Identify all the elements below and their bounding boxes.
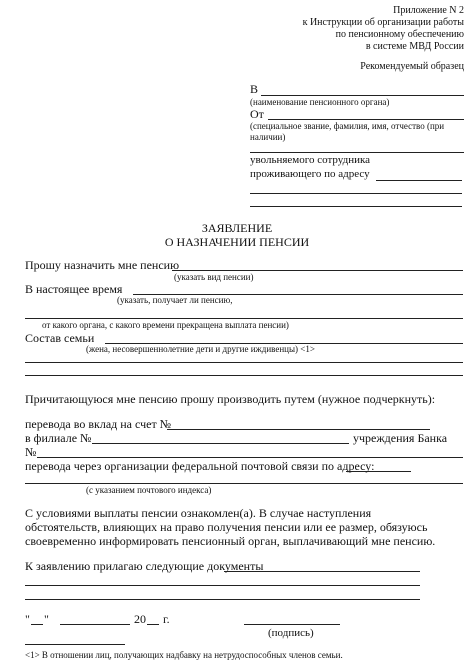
footnote-divider [25, 644, 125, 645]
attachments-label: К заявлению прилагаю следующие документы [25, 559, 264, 573]
current-status-field-line-2[interactable] [25, 318, 463, 319]
footnote-text: <1> В отношении лиц, получающих надбавку на нетрудоспособных членов семьи. [25, 650, 343, 660]
branch-label: в филиале № [25, 431, 92, 445]
attachments-field-line-3[interactable] [25, 599, 420, 600]
current-status-label: В настоящее время [25, 282, 123, 296]
day-field-line[interactable] [31, 624, 43, 625]
pension-type-field-line[interactable] [172, 270, 463, 271]
address-field-line-3[interactable] [250, 206, 462, 207]
appendix-system: в системе МВД России [365, 41, 464, 52]
attachments-field-line-2[interactable] [25, 585, 420, 586]
to-hint: (наименование пенсионного органа) [250, 97, 390, 107]
from-field-line[interactable] [268, 119, 464, 120]
month-field-line[interactable] [60, 624, 130, 625]
residing-address-label: проживающего по адресу [250, 168, 370, 180]
year-prefix: 20 [134, 612, 146, 626]
from-hint-line1: (специальное звание, фамилия, имя, отчество (при [250, 121, 445, 131]
address-field-line[interactable] [376, 180, 462, 181]
family-hint: (жена, несовершеннолетние дети и другие иждивенцы) <1> [86, 344, 315, 354]
attachments-field-line[interactable] [224, 571, 420, 572]
payment-method-intro: Причитающуюся мне пенсию прошу производить путем (нужное подчеркнуть): [25, 392, 436, 406]
date-quote-close: " [44, 612, 49, 626]
appendix-subject: по пенсионному обеспечению [335, 29, 464, 40]
document-subtitle: О НАЗНАЧЕНИИ ПЕНСИИ [164, 235, 310, 249]
postal-option[interactable]: перевода через организации федеральной почтовой связи по адресу: [25, 459, 375, 473]
current-status-hint: (указать, получает ли пенсию, [117, 295, 233, 305]
bank-label: учреждения Банка [353, 431, 448, 445]
family-label: Состав семьи [25, 331, 95, 345]
pension-type-hint: (указать вид пенсии) [174, 272, 254, 282]
bank-number-field-line[interactable] [37, 457, 463, 458]
deposit-option[interactable]: перевода во вклад на счет № [25, 417, 172, 431]
sample-label: Рекомендуемый образец [360, 61, 464, 72]
signature-hint: (подпись) [268, 627, 314, 639]
branch-number-field-line[interactable] [92, 443, 349, 444]
from-field-line-2[interactable] [250, 152, 464, 153]
from-prefix: От [250, 107, 264, 121]
terms-line-2: обстоятельств, влияющих на право получения пенсии или ее размер, обязуюсь [25, 520, 428, 534]
year-suffix: г. [163, 612, 170, 626]
account-number-field-line[interactable] [167, 429, 430, 430]
family-field-line-3[interactable] [25, 375, 463, 376]
from-hint-line2: наличии) [250, 132, 286, 142]
document-title: ЗАЯВЛЕНИЕ [201, 221, 273, 235]
date-quote-open: " [25, 612, 30, 626]
terms-line-3: своевременно информировать пенсионный орган, выплачивающий мне пенсию. [25, 534, 436, 548]
family-field-line-2[interactable] [25, 362, 463, 363]
address-field-line-2[interactable] [250, 193, 462, 194]
postal-address-field-line[interactable] [346, 471, 411, 472]
appendix-number: Приложение N 2 [393, 5, 464, 16]
terms-line-1: С условиями выплаты пенсии ознакомлен(а). В случае наступления [25, 506, 372, 520]
to-field-line[interactable] [261, 95, 464, 96]
appendix-instruction: к Инструкции об организации работы [302, 17, 464, 28]
bank-number-sign: № [25, 445, 37, 459]
signature-field-line[interactable] [244, 624, 340, 625]
year-field-line[interactable] [147, 624, 159, 625]
dismissed-employee-label: увольняемого сотрудника [250, 154, 371, 166]
postal-hint: (с указанием почтового индекса) [86, 485, 212, 495]
pension-request-label: Прошу назначить мне пенсию [25, 258, 180, 272]
current-status-hint-2: от какого органа, с какого времени прекращена выплата пенсии) [42, 320, 289, 330]
to-prefix: В [250, 82, 259, 96]
postal-address-field-line-2[interactable] [25, 483, 463, 484]
